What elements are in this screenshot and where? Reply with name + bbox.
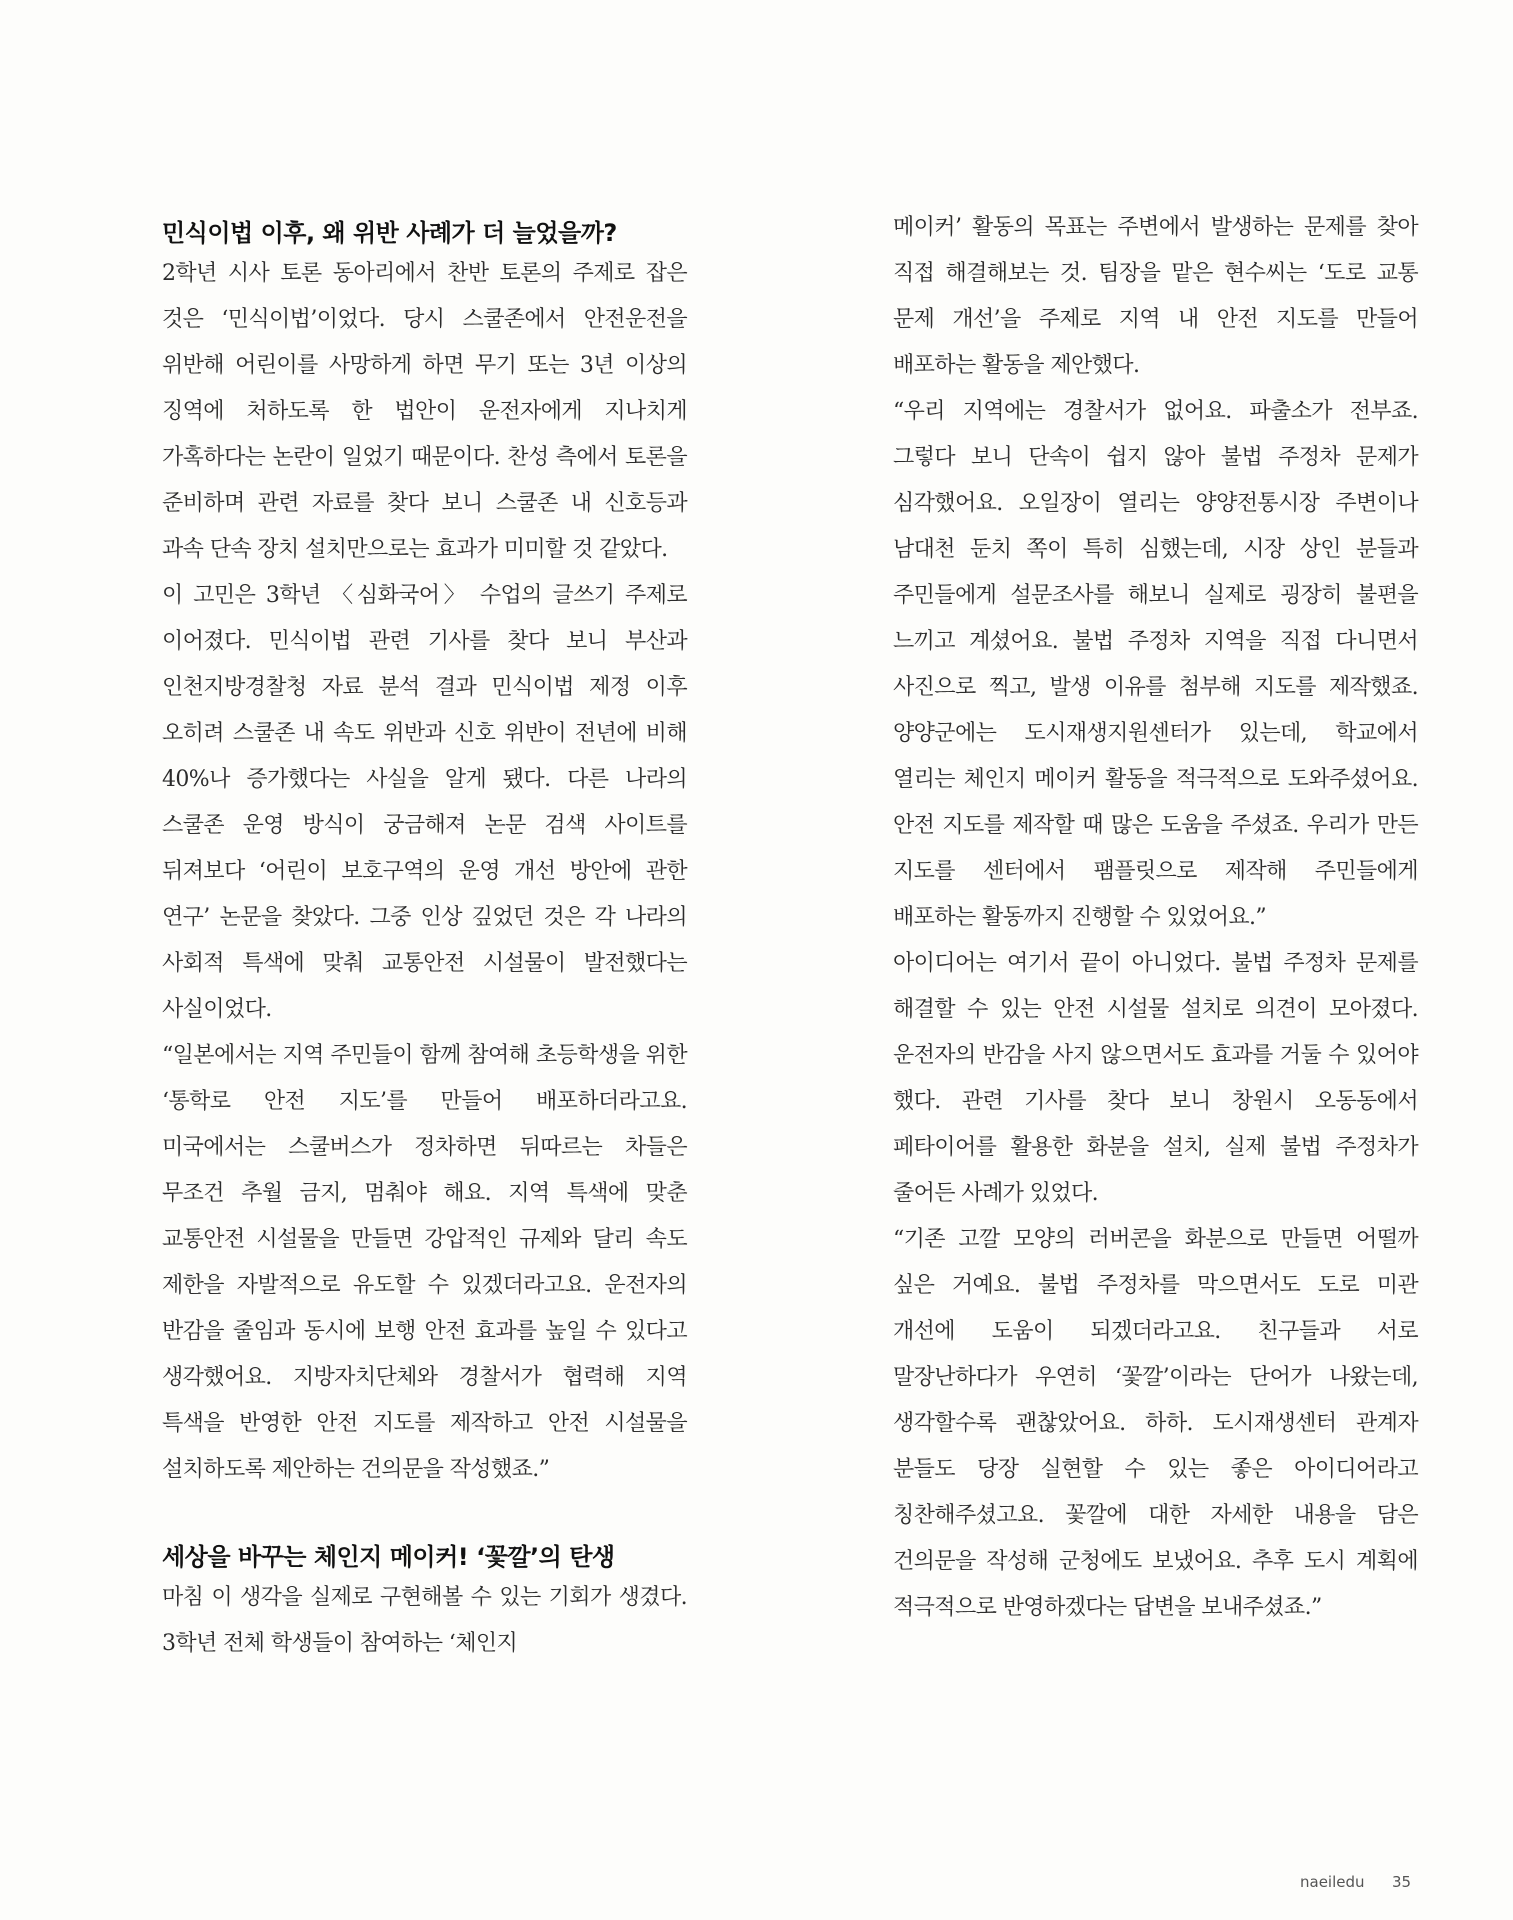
section-heading-change-maker: 세상을 바꾸는 체인지 메이커! ‘꽃깔’의 탄생 (162, 1543, 615, 1571)
paragraph: 이 고민은 3학년 〈심화국어〉 수업의 글쓰기 주제로 이어졌다. 민식이법 관련 기사를 찾다 보니 부산과 인천지방경찰청 자료 분석 결과 민식이법 제정 이후 오히려 스쿨존 내 속도 위반과 신호 위반이 전년에 비해 40%나 증가했다는 사실을 알게 됐다. 다른 나라의 스쿨존 운영 방식이 궁금해져 논문 검색 사이트를 뒤져보다 ‘어린이 보호구역의 운영 개선 방안에 관한 연구’ 논문을 찾았다. 그중 인상 깊었던 것은 각 나라의 사회적 특색에 맞춰 교통안전 시설물이 발전했다는 사실이었다. (162, 583, 687, 1022)
left-column (162, 205, 687, 1667)
quote-paragraph: “우리 지역에는 경찰서가 없어요. 파출소가 전부죠. 그렇다 보니 단속이 쉽지 않아 불법 주정차 문제가 심각했어요. 오일장이 열리는 양양전통시장 주변이나 남대천 둔치 쪽이 특히 심했는데, 시장 상인 분들과 주민들에게 설문조사를 해보니 실제로 굉장히 불편을 느끼고 계셨어요. 불법 주정차 지역을 직접 다니면서 사진으로 찍고, 발생 이유를 첨부해 지도를 제작했죠. 양양군에는 도시재생지원센터가 있는데, 학교에서 열리는 체인지 메이커 활동을 적극적으로 도와주셨어요. 안전 지도를 제작할 때 많은 도움을 주셨죠. 우리가 만든 지도를 센터에서 팸플릿으로 제작해 주민들에게 배포하는 활동까지 진행할 수 있었어요.” (893, 399, 1418, 930)
section-heading-minsik-law: 민식이법 이후, 왜 위반 사례가 더 늘었을까? (162, 219, 617, 247)
brand-name: naeiledu (1300, 1873, 1365, 1891)
quote-paragraph: “기존 고깔 모양의 러버콘을 화분으로 만들면 어떨까 싶은 거예요. 불법 주정차를 막으면서도 도로 미관 개선에 도움이 되겠더라고요. 친구들과 서로 말장난하다가 우연히 ‘꽃깔’이라는 단어가 나왔는데, 생각할수록 괜찮았어요. 하하. 도시재생센터 관계자 분들도 당장 실현할 수 있는 좋은 아이디어라고 칭찬해주셨고요. 꽃깔에 대한 자세한 내용을 담은 건의문을 작성해 군청에도 보냈어요. 추후 도시 계획에 적극적으로 반영하겠다는 답변을 보내주셨죠.” (893, 1227, 1418, 1620)
paragraph: 아이디어는 여기서 끝이 아니었다. 불법 주정차 문제를 해결할 수 있는 안전 시설물 설치로 의견이 모아졌다. 운전자의 반감을 사지 않으면서도 효과를 거둘 수 있어야 했다. 관련 기사를 찾다 보니 창원시 오동동에서 페타이어를 활용한 화분을 설치, 실제 불법 주정차가 줄어든 사례가 있었다. (893, 951, 1418, 1206)
right-column (893, 205, 1418, 1631)
page-number: 35 (1392, 1873, 1412, 1891)
paragraph: 마침 이 생각을 실제로 구현해볼 수 있는 기회가 생겼다. 3학년 전체 학생들이 참여하는 ‘체인지 (162, 1585, 687, 1656)
quote-paragraph: “일본에서는 지역 주민들이 함께 참여해 초등학생을 위한 ‘통학로 안전 지도’를 만들어 배포하더라고요. 미국에서는 스쿨버스가 정차하면 뒤따르는 차들은 무조건 추월 금지, 멈춰야 해요. 지역 특색에 맞춘 교통안전 시설물을 만들면 강압적인 규제와 달리 속도 제한을 자발적으로 유도할 수 있겠더라고요. 운전자의 반감을 줄임과 동시에 보행 안전 효과를 높일 수 있다고 생각했어요. 지방자치단체와 경찰서가 협력해 지역 특색을 반영한 안전 지도를 제작하고 안전 시설물을 설치하도록 제안하는 건의문을 작성했죠.” (162, 1043, 687, 1482)
paragraph: 메이커’ 활동의 목표는 주변에서 발생하는 문제를 찾아 직접 해결해보는 것. 팀장을 맡은 현수씨는 ‘도로 교통 문제 개선’을 주제로 지역 내 안전 지도를 만들어 배포하는 활동을 제안했다. (893, 215, 1418, 378)
paragraph: 2학년 시사 토론 동아리에서 찬반 토론의 주제로 잡은 것은 ‘민식이법’이었다. 당시 스쿨존에서 안전운전을 위반해 어린이를 사망하게 하면 무기 또는 3년 이상의 징역에 처하도록 한 법안이 운전자에게 지나치게 가혹하다는 논란이 일었기 때문이다. 찬성 측에서 토론을 준비하며 관련 자료를 찾다 보니 스쿨존 내 신호등과 과속 단속 장치 설치만으로는 효과가 미미할 것 같았다. (162, 261, 687, 562)
